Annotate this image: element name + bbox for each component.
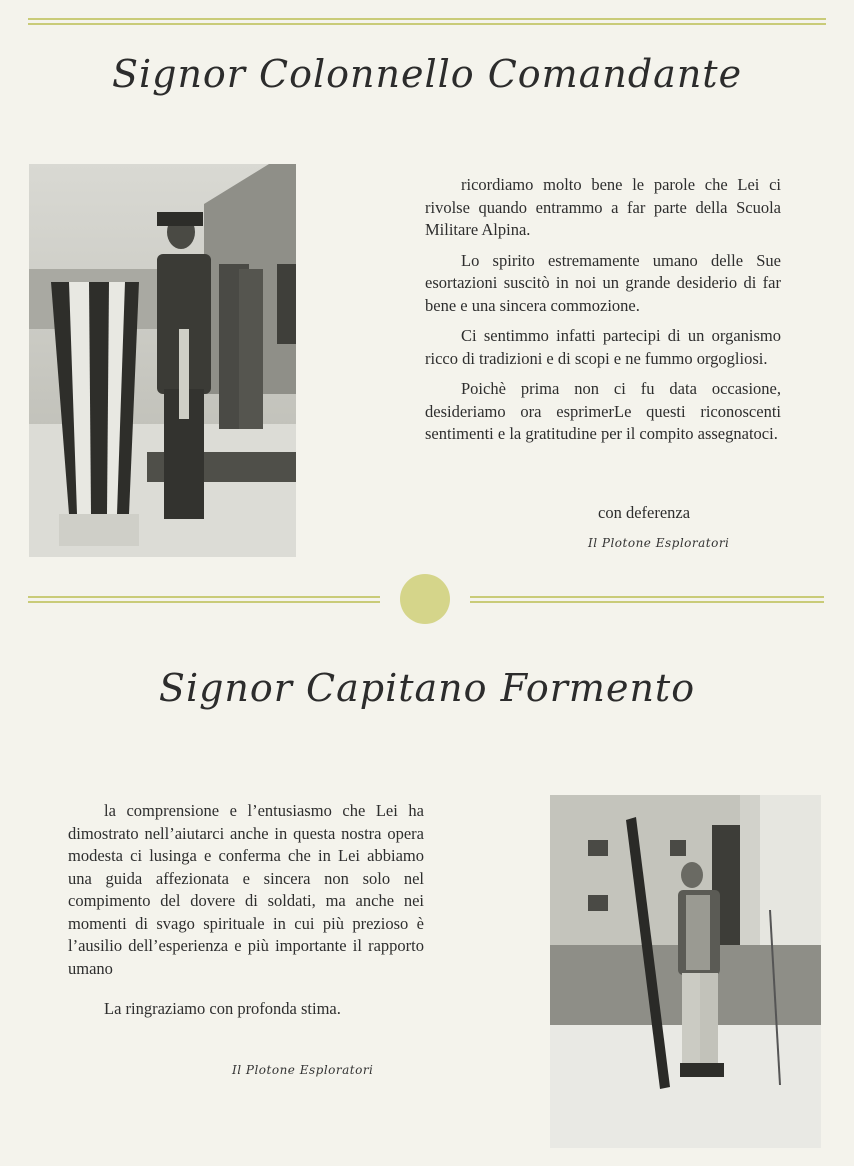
middle-divider-right [470, 596, 824, 603]
divider-ornament [400, 574, 450, 624]
section2-paragraph-1: la comprensione e l’entusiasmo che Lei ha dimostrato nell’aiutarci anche in questa nostra opera modesta ci lusinga e conferma che in Lei abbiamo una guida affezionata e sincera non solo nel compimento del dovere di soldati, ma anche nei momenti di svago spirituale in cui più prezioso è l’ausilio dell’esperienza e più importante il rapporto umano [68, 801, 424, 978]
section1-paragraph-2: Lo spirito estremamente umano delle Sue esortazioni suscitò in noi un grande desiderio di far bene e una sincera commozione. [425, 250, 781, 315]
section1-title: Signor Colonnello Comandante [111, 52, 743, 96]
photo-captain-skis [550, 795, 821, 1148]
top-divider [28, 18, 826, 25]
section1-paragraph-1: ricordiamo molto bene le parole che Lei ci rivolse quando entrammo a far parte della Scuola Militare Alpina. [425, 175, 781, 239]
section2-text [68, 800, 424, 1029]
section2-signature: Il Plotone Esploratori [232, 1063, 374, 1077]
section1-paragraph-3: Ci sentimmo infatti partecipi di un organismo ricco di tradizioni e di scopi e ne fummo orgogliosi. [425, 326, 781, 368]
middle-divider-left [28, 596, 380, 603]
section1-paragraph-4: Poichè prima non ci fu data occasione, desideriamo ora esprimerLe questi riconoscenti sentimenti e la gratitudine per il compito assegnatoci. [425, 379, 781, 443]
section2-title: Signor Capitano Formento [158, 666, 696, 710]
section1-text [425, 174, 781, 454]
section1-closing: con deferenza [598, 503, 691, 522]
photo-colonel-ceremony [29, 164, 296, 557]
section2-paragraph-2: La ringraziamo con profonda stima. [104, 999, 341, 1018]
section1-signature: Il Plotone Esploratori [588, 536, 730, 550]
